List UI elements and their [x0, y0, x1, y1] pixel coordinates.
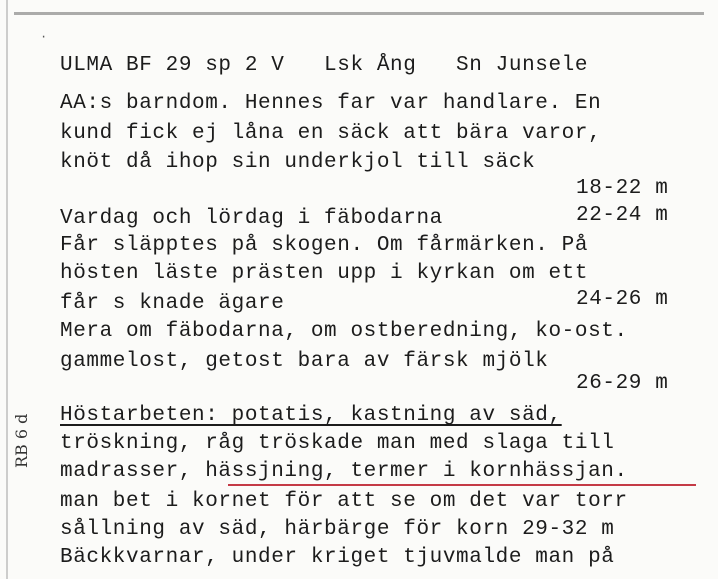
ref-1: 18-22 m — [576, 177, 669, 200]
text-line-4: Vardag och lördag i fäbodarna — [60, 207, 443, 230]
text-line-8: Mera om fäbodarna, om ostberedning, ko-ost. — [60, 320, 628, 343]
card-left-border — [6, 0, 8, 579]
corner-mark: · — [40, 30, 48, 44]
text-line-14: sållning av säd, härbärge för korn 29-32 m — [60, 518, 615, 541]
ref-4: 26-29 m — [576, 372, 669, 395]
ref-2: 22-24 m — [576, 204, 669, 227]
text-line-2: kund fick ej låna en säck att bära varor, — [60, 122, 602, 145]
text-line-3: knöt då ihop sin underkjol till säck — [60, 151, 536, 174]
ref-3: 24-26 m — [576, 288, 669, 311]
text-line-6: hösten läste prästen upp i kyrkan om ett — [60, 262, 589, 285]
card-header: ULMA BF 29 sp 2 V Lsk Ång Sn Junsele — [60, 54, 589, 77]
text-line-10: Höstarbeten: potatis, kastning av säd, — [60, 404, 562, 427]
text-line-11: tröskning, råg tröskade man med slaga till — [60, 432, 615, 455]
margin-handwritten-note: RB 6 d — [12, 413, 31, 468]
text-line-9: gammelost, getost bara av färsk mjölk — [60, 350, 549, 373]
text-line-13: man bet i kornet för att se om det var torr — [60, 490, 628, 513]
text-line-5: Får släpptes på skogen. Om fårmärken. På — [60, 234, 589, 257]
red-underline-mark — [228, 484, 696, 486]
card-top-border — [14, 12, 704, 15]
text-line-15: Bäckkvarnar, under kriget tjuvmalde man på — [60, 546, 615, 569]
text-line-7: får s knade ägare — [60, 292, 285, 315]
text-line-1: AA:s barndom. Hennes far var handlare. En — [60, 92, 602, 115]
text-line-12: madrasser, hässjning, termer i kornhässjan. — [60, 460, 628, 483]
